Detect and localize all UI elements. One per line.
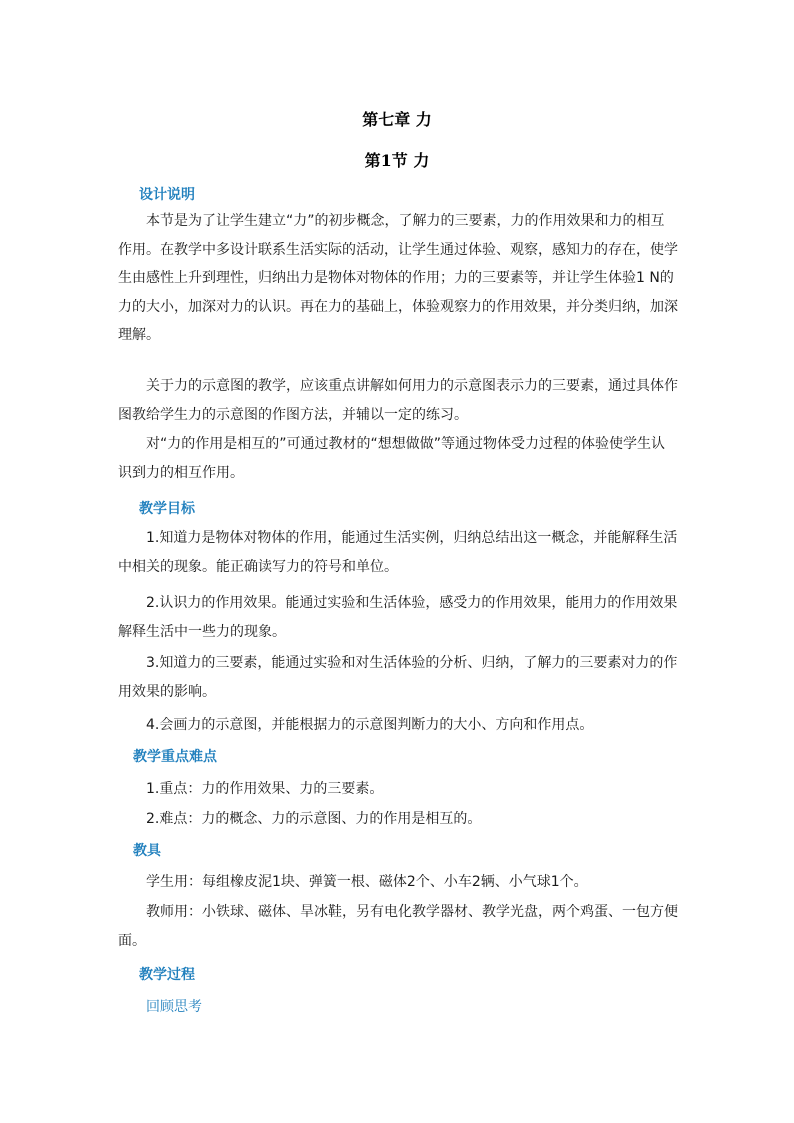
goal-item: 2.认识力的作用效果。能通过实验和生活体验，感受力的作用效果，能用力的作用效果解释生活中一些力的现象。	[118, 595, 678, 640]
key-point-item: 1.重点：力的作用效果、力的三要素。	[146, 781, 384, 797]
tools-students: 学生用：每组橡皮泥1块、弹簧一根、磁体2个、小车2辆、小气球1个。	[146, 874, 588, 890]
chapter-title: 第七章 力	[362, 110, 432, 129]
goal-item: 4.会画力的示意图，并能根据力的示意图判断力的大小、方向和作用点。	[146, 717, 594, 733]
design-paragraph-3: 对“力的作用是相互的”可通过教材的“想想做做”等通过物体受力过程的体验使学生认识到力的相互作用。	[118, 436, 666, 481]
design-paragraph-2: 关于力的示意图的教学，应该重点讲解如何用力的示意图表示力的三要素，通过具体作图教给学生力的示意图的作图方法，并辅以一定的练习。	[118, 378, 678, 423]
heading-tools: 教具	[133, 843, 161, 859]
design-paragraph-1: 本节是为了让学生建立“力”的初步概念，了解力的三要素，力的作用效果和力的相互作用。在教学中多设计联系生活实际的活动，让学生通过体验、观察，感知力的存在，使学生由感性上升到理性，归纳出力是物体对物体的作用；力的三要素等，并让学生体验1 N的力的大小，加深对力的认识。再在力的基础上，体验观察力的作用效果，并分类归纳，加深理解。	[118, 213, 678, 344]
section-title: 第1节 力	[364, 151, 430, 170]
tools-teacher: 教师用：小铁球、磁体、旱冰鞋，另有电化教学器材、教学光盘，两个鸡蛋、一包方便面。	[118, 904, 678, 949]
heading-goals: 教学目标	[139, 501, 195, 517]
goal-item: 1.知道力是物体对物体的作用，能通过生活实例，归纳总结出这一概念，并能解释生活中相关的现象。能正确读写力的符号和单位。	[118, 530, 678, 575]
key-point-item: 2.难点：力的概念、力的示意图、力的作用是相互的。	[146, 811, 482, 827]
goal-item: 3.知道力的三要素，能通过实验和对生活体验的分析、归纳，了解力的三要素对力的作用效果的影响。	[118, 655, 678, 700]
sub-heading-review: 回顾思考	[146, 999, 202, 1015]
heading-key-points: 教学重点难点	[133, 749, 217, 765]
heading-process: 教学过程	[139, 967, 195, 983]
heading-design: 设计说明	[139, 187, 195, 203]
